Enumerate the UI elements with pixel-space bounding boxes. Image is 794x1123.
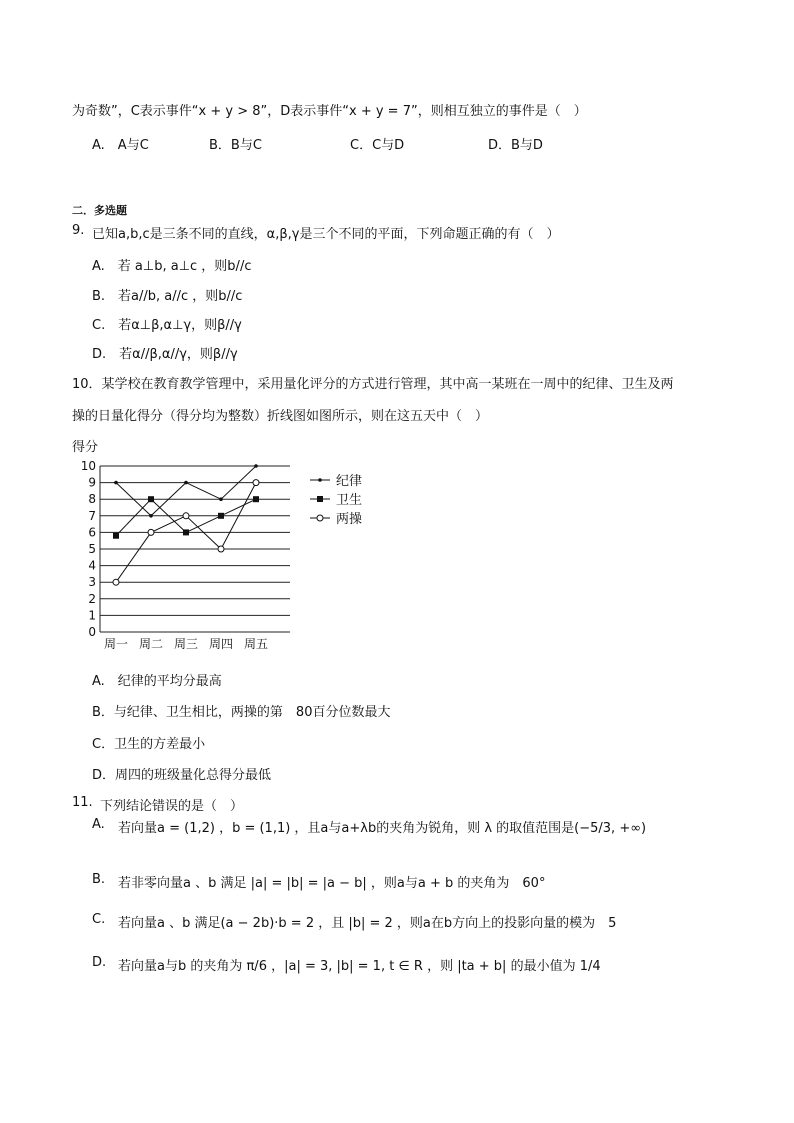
data-point [254, 464, 258, 468]
y-tick-label: 8 [88, 492, 96, 507]
q8-option-d: D．B与D [488, 138, 543, 153]
q10-option-c: C．卫生的方差最小 [92, 737, 206, 752]
data-point [218, 513, 224, 519]
data-point [148, 529, 154, 535]
y-tick-label: 10 [80, 459, 96, 473]
y-tick-label: 2 [88, 591, 96, 606]
legend-label: 两操 [336, 512, 363, 527]
y-tick-label: 3 [88, 575, 96, 590]
q9-option-d: D. 若α//β,α//γ，则β//γ [92, 347, 238, 362]
data-point [183, 529, 189, 535]
data-point [113, 533, 119, 539]
q11-option-b-label: B. [92, 872, 106, 887]
data-point [184, 481, 188, 485]
x-tick-label: 周三 [173, 637, 199, 651]
q11-option-b: 若非零向量a 、b 满足 |a| = |b| = |a − b| ，则a与a + b 的夹角为 60° [118, 876, 546, 891]
q10-stem-line2: 操的日量化得分（得分均为整数）折线图如图所示，则在这五天中（ ） [72, 409, 489, 424]
q9-option-a: A. 若 a⊥b, a⊥c ，则b//c [92, 259, 252, 274]
score-line-chart [66, 434, 386, 654]
legend-label: 卫生 [336, 493, 363, 508]
q9-number: 9. [72, 223, 85, 238]
q10-option-a: A. 纪律的平均分最高 [92, 674, 222, 689]
data-point [114, 481, 118, 485]
y-tick-label: 5 [88, 542, 96, 556]
q8-option-b: B．B与C [209, 138, 262, 153]
q11-number: 11. [72, 795, 93, 810]
q10-option-d: D．周四的班级量化总得分最低 [92, 768, 272, 783]
y-tick-label: 1 [88, 608, 96, 623]
legend-label: 纪律 [336, 474, 363, 489]
y-axis-label: 得分 [72, 440, 99, 455]
data-point [253, 496, 259, 502]
q8-option-a: A. A与C [92, 138, 149, 153]
q10-option-b: B．与纪律、卫生相比，两操的第 80百分位数最大 [92, 705, 391, 720]
q11-option-d-label: D. [92, 955, 107, 970]
legend-marker [318, 478, 322, 482]
x-tick-label: 周一 [103, 637, 129, 651]
data-point [253, 480, 259, 486]
section-title: 二．多选题 [72, 204, 127, 217]
series-line-1 [116, 466, 256, 516]
y-tick-label: 0 [88, 625, 96, 639]
x-tick-label: 周二 [138, 637, 164, 651]
x-tick-label: 周五 [243, 637, 269, 651]
q11-option-a: 若向量a = (1,2) ，b = (1,1) ，且a与a+λb的夹角为锐角，则 λ 的取值范围是(−5/3, +∞) [118, 821, 647, 836]
q11-stem: 下列结论错误的是（ ） [100, 799, 244, 814]
q11-option-d: 若向量a与b 的夹角为 π/6 ，|a| = 3, |b| = 1, t ∈ R ，则 |ta + b| 的最小值为 1/4 [118, 959, 601, 974]
legend-marker [317, 515, 323, 521]
data-point [219, 497, 223, 501]
y-tick-label: 6 [88, 525, 96, 540]
x-tick-label: 周四 [208, 637, 234, 651]
q10-stem-line1: 10．某学校在教育教学管理中，采用量化评分的方式进行管理，其中高一某班在一周中的纪律、卫生及两 [72, 377, 674, 392]
q11-option-c-label: C. [92, 912, 106, 927]
q9-stem: 已知a,b,c是三条不同的直线，α,β,γ是三个不同的平面，下列命题正确的有（ ） [92, 227, 560, 242]
q9-option-b: B. 若a//b, a//c ，则b//c [92, 289, 243, 304]
y-tick-label: 9 [88, 475, 96, 490]
q11-option-a-label: A. [92, 817, 105, 832]
data-point [113, 579, 119, 585]
y-tick-label: 7 [88, 508, 96, 523]
q11-option-c: 若向量a 、b 满足(a − 2b)·b = 2 ，且 |b| = 2 ，则a在b方向上的投影向量的模为 5 [118, 916, 617, 931]
y-tick-label: 4 [88, 558, 96, 573]
data-point [183, 513, 189, 519]
q8-stem-tail: 为奇数”，C表示事件“x + y > 8”，D表示事件“x + y = 7”，则相互独立的事件是（ ） [72, 104, 587, 119]
q9-option-c: C. 若α⊥β,α⊥γ，则β//γ [92, 318, 242, 333]
q8-option-c: C．C与D [350, 138, 405, 153]
data-point [149, 514, 153, 518]
legend-marker [317, 496, 323, 502]
data-point [218, 546, 224, 552]
data-point [148, 496, 154, 502]
